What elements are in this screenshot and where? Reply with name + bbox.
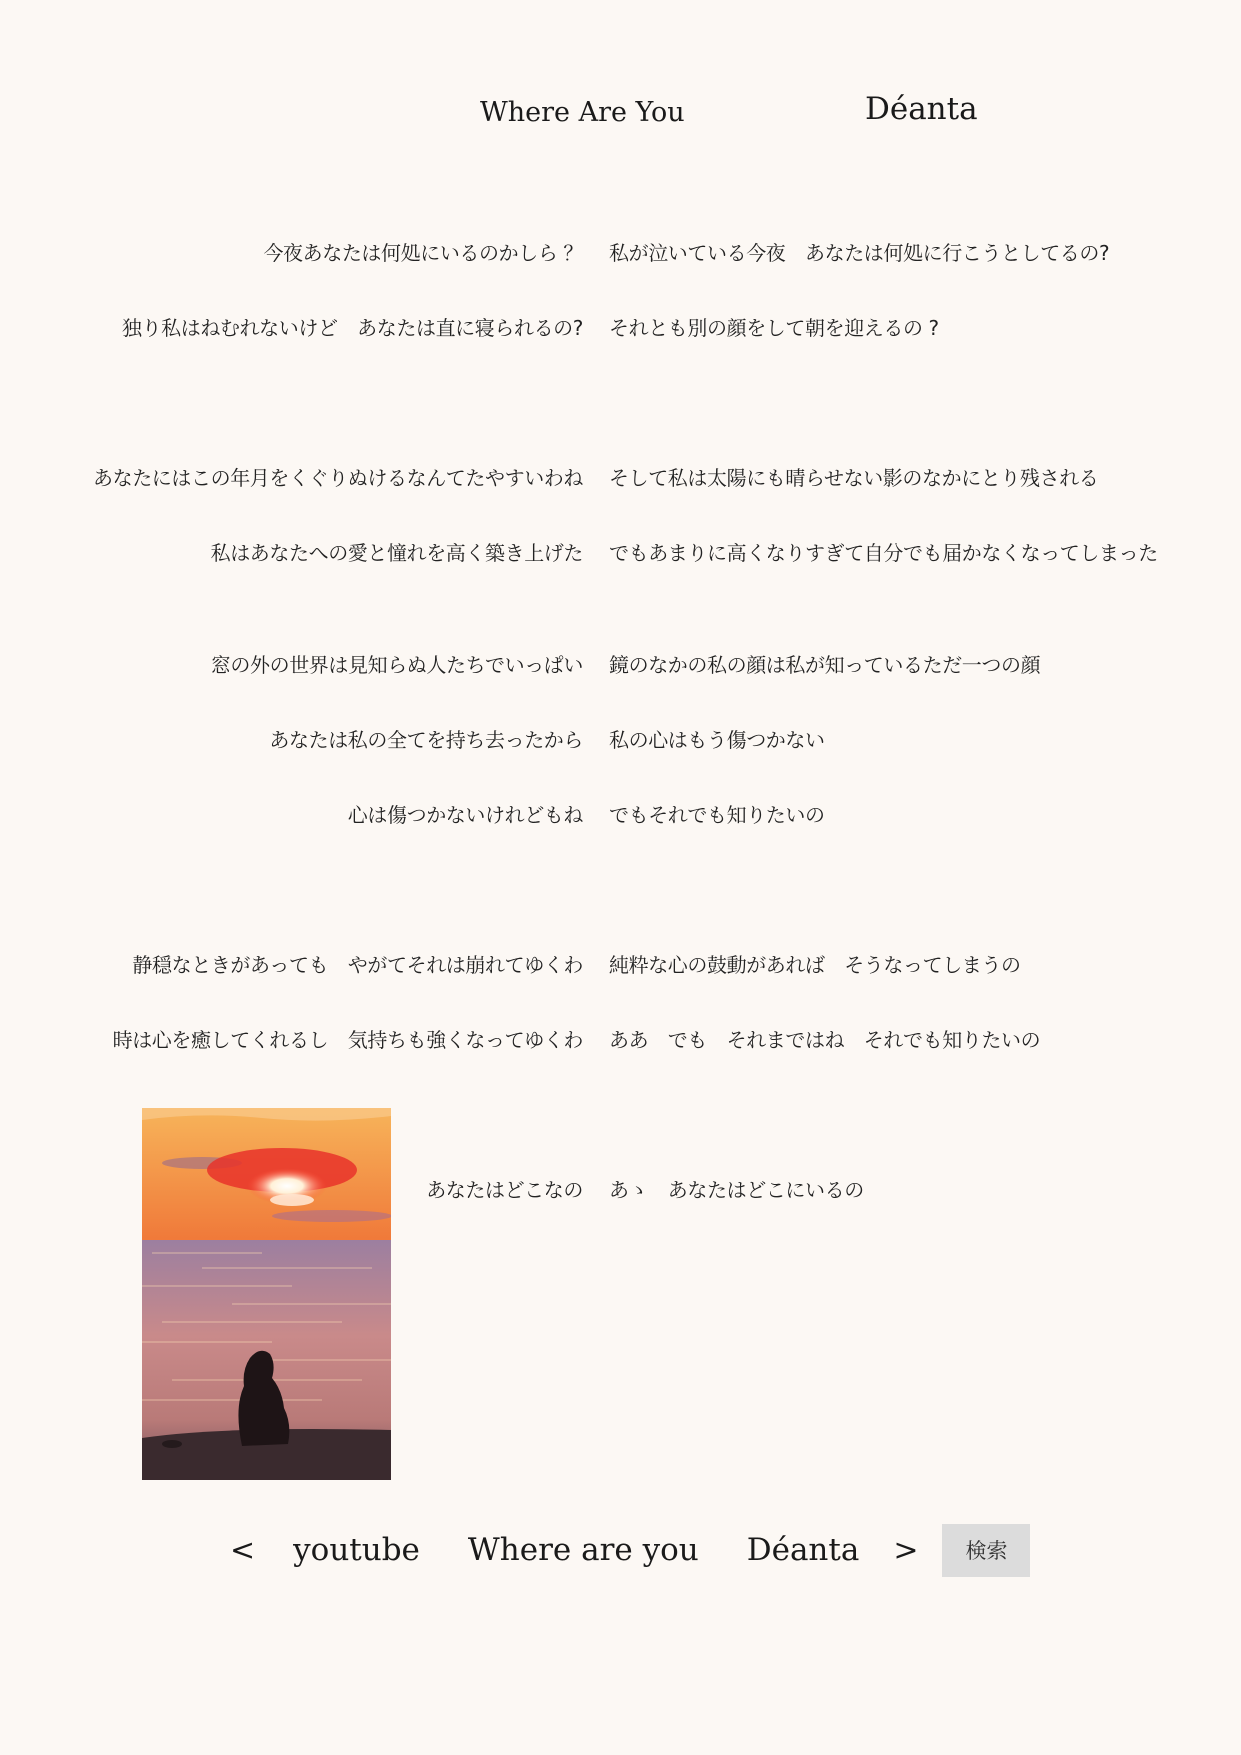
song-title: Where Are You: [480, 97, 685, 128]
lyric-left: あなたにはこの年月をくぐりぬけるなんてたやすいわね: [93, 466, 583, 490]
lyric-right: 鏡のなかの私の顔は私が知っているただ一つの顔: [609, 653, 1041, 677]
lyric-left: あなたはどこなの: [426, 1178, 583, 1202]
lyric-right: 私の心はもう傷つかない: [609, 728, 825, 752]
lyric-left: 窓の外の世界は見知らぬ人たちでいっぱい: [210, 653, 583, 677]
lyric-right: でもそれでも知りたいの: [609, 803, 825, 827]
lyric-left: 独り私はねむれないけど あなたは直に寝られるの?: [121, 316, 583, 340]
footer-links: [230, 1522, 1030, 1578]
lyric-row: [0, 236, 1241, 270]
lyric-left: 時は心を癒してくれるし 気持ちも強くなってゆくわ: [112, 1028, 583, 1052]
lyric-right: ああ でも それまではね それでも知りたいの: [609, 1028, 1041, 1052]
lyric-right: でもあまりに高くなりすぎて自分でも届かなくなってしまった: [609, 541, 1158, 565]
next-arrow[interactable]: >: [893, 1532, 919, 1568]
footer-song-title[interactable]: Where are you: [467, 1532, 699, 1568]
lyric-row: [0, 461, 1241, 495]
lyric-left: 静穏なときがあっても やがてそれは崩れてゆくわ: [132, 953, 583, 977]
artist-name: Déanta: [865, 91, 978, 127]
prev-arrow[interactable]: <: [230, 1532, 256, 1568]
youtube-link[interactable]: youtube: [293, 1532, 420, 1568]
lyric-row: [0, 536, 1241, 570]
lyric-left: 今夜あなたは何処にいるのかしら ？: [263, 241, 583, 265]
lyric-left: 心は傷つかないけれどもね: [347, 803, 583, 827]
search-button[interactable]: 検索: [942, 1524, 1030, 1577]
lyric-row: [0, 311, 1241, 345]
lyric-right: 純粋な心の鼓動があれば そうなってしまうの: [609, 953, 1021, 977]
lyric-right: そして私は太陽にも晴らせない影のなかにとり残される: [609, 466, 1099, 490]
lyric-row: [0, 948, 1241, 982]
lyric-left: 私はあなたへの愛と憧れを高く築き上げた: [210, 541, 583, 565]
lyric-left: あなたは私の全てを持ち去ったから: [269, 728, 583, 752]
lyric-row: [0, 1023, 1241, 1057]
lyric-row: [0, 798, 1241, 832]
footer-artist[interactable]: Déanta: [746, 1532, 860, 1568]
sunset-photo: [142, 1108, 391, 1480]
lyric-row: [0, 723, 1241, 757]
lyric-right: 私が泣いている今夜 あなたは何処に行こうとしてるの?: [609, 241, 1110, 265]
lyric-right: あゝ あなたはどこにいるの: [609, 1178, 864, 1202]
lyric-row: [0, 648, 1241, 682]
lyric-right: それとも別の顔をして朝を迎えるの ?: [609, 316, 939, 340]
